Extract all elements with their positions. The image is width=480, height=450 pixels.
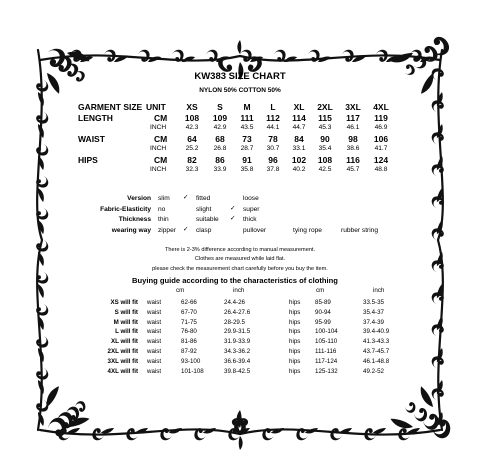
inch-value: 32.3 [185,166,199,173]
attribute-option: thick [243,216,257,223]
size-header: XL [293,102,305,112]
guide-size: 4XL will fit [107,368,138,375]
attribute-option: clasp [196,227,212,234]
guide-inch-2: 43.7-45.7 [363,348,390,355]
guide-cm: 76-80 [181,328,197,335]
guide-part: waist [147,358,162,365]
check-icon: ✓ [183,194,189,201]
guide-inch: 24.4-26 [224,299,245,306]
guide-part-2: hips [289,319,301,326]
attribute-option: rubber string [341,227,379,234]
guide-size: XS will fit [110,299,138,306]
cm-value: 114 [292,113,306,123]
guide-size: XL will fit [110,338,138,345]
guide-cm-2: 90-94 [315,309,331,316]
cm-value: 108 [184,113,200,123]
cm-value: 82 [187,155,197,165]
cm-value: 115 [318,113,332,123]
guide-size: 2XL will fit [107,348,138,355]
note-line: There is 2-3% difference according to manual measurement. [164,247,316,253]
guide-title: Buying guide according to the characteristics of clothing [132,276,338,285]
guide-part-2: hips [289,358,301,365]
guide-inch: 29.9-31.5 [224,328,251,335]
cm-value: 117 [346,113,360,123]
unit-header: UNIT [146,102,166,112]
guide-inch: 34.3-36.2 [224,348,251,355]
check-icon: ✓ [230,205,236,212]
guide-cm: 62-66 [181,299,197,306]
cm-value: 78 [268,134,278,144]
inch-value: 42.5 [318,166,332,173]
cm-value: 73 [242,134,252,144]
measure-label: LENGTH [78,113,113,123]
inch-value: 28.7 [240,145,254,152]
guide-inch: 36.6-39.4 [224,358,251,365]
size-header: 2XL [317,102,333,112]
guide-part-2: hips [289,299,301,306]
guide-part-2: hips [289,368,301,375]
guide-part-2: hips [289,309,301,316]
inch-value: 40.2 [292,166,306,173]
cm-value: 98 [348,134,358,144]
inch-unit: INCH [150,145,167,152]
inch-value: 41.7 [374,145,388,152]
guide-inch: 31.9-33.9 [224,338,251,345]
guide-part-2: hips [289,348,301,355]
inch-value: 46.1 [346,124,360,131]
cm-value: 68 [215,134,225,144]
guide-inch-header-2: inch [373,287,385,294]
cm-value: 124 [373,155,389,165]
inch-value: 25.2 [185,145,199,152]
guide-size: L will fit [115,328,138,335]
measure-label: HIPS [78,155,98,165]
size-header: M [243,102,251,112]
guide-part: waist [147,299,162,306]
guide-cm: 71-75 [181,319,197,326]
guide-inch-2: 35.4-37 [363,309,384,316]
cm-value: 96 [268,155,278,165]
chart-title: KW383 SIZE CHART [194,71,286,82]
attribute-label: wearing way [111,227,151,234]
attribute-option: pullover [243,227,267,234]
attribute-option: fitted [196,195,211,202]
guide-cm-2: 100-104 [315,328,338,335]
inch-value: 30.7 [266,145,280,152]
guide-inch: 26.4-27.6 [224,309,251,316]
guide-cm-header-2: cm [316,287,325,294]
guide-part-2: hips [289,338,301,345]
inch-unit: INCH [150,166,167,173]
size-header: L [270,102,276,112]
guide-cm-2: 105-110 [315,338,338,345]
guide-part: waist [147,328,162,335]
guide-part: waist [147,319,162,326]
cm-value: 108 [317,155,333,165]
attribute-option: zipper [158,227,176,234]
attribute-option: super [243,206,260,213]
guide-inch: 28-29.5 [224,319,245,326]
inch-value: 42.9 [213,124,227,131]
guide-inch: 39.8-42.5 [224,368,251,375]
attribute-option: tying rope [293,227,322,234]
inch-value: 48.8 [374,166,388,173]
guide-inch-header: inch [233,287,245,294]
guide-cm-2: 95-99 [315,319,331,326]
inch-value: 44.7 [292,124,306,131]
attribute-label: Fabric-Elasticity [100,206,151,213]
guide-cm-2: 111-116 [315,348,337,355]
attribute-option: slim [158,195,170,202]
cm-value: 116 [346,155,360,165]
attribute-label: Thickness [118,216,151,223]
cm-value: 119 [374,113,388,123]
guide-cm: 81-86 [181,338,197,345]
attribute-option: suitable [196,216,219,223]
inch-value: 35.4 [318,145,332,152]
cm-value: 106 [373,134,389,144]
guide-cm-2: 85-89 [315,299,331,306]
inch-value: 37.8 [266,166,280,173]
size-header: S [217,102,223,112]
cm-value: 91 [242,155,252,165]
guide-size: S will fit [114,309,138,316]
guide-part: waist [147,309,162,316]
cm-value: 86 [215,155,225,165]
note-line: Clothes are measured while laid flat. [194,256,286,262]
guide-cm: 101-108 [181,368,204,375]
guide-inch-2: 33.5-35 [363,299,384,306]
guide-cm-header: cm [176,287,185,294]
garment-size-header: GARMENT SIZE [78,102,143,112]
inch-value: 46.9 [374,124,388,131]
guide-inch-2: 37.4-39 [363,319,384,326]
inch-value: 45.7 [346,166,360,173]
attribute-option: no [158,206,166,213]
cm-value: 84 [294,134,304,144]
cm-unit: CM [154,155,168,165]
inch-value: 44.1 [266,124,280,131]
guide-inch-2: 39.4-40.9 [363,328,390,335]
inch-unit: INCH [150,124,167,131]
guide-part: waist [147,348,162,355]
cm-unit: CM [154,113,168,123]
measure-label: WAIST [78,134,105,144]
material-line: NYLON 50% COTTON 50% [199,87,281,94]
guide-size: 3XL will fit [107,358,138,365]
check-icon: ✓ [230,215,236,222]
note-line: please check the measurement chart carefully before you buy the item. [152,266,328,272]
guide-inch-2: 49.2-52 [363,368,384,375]
cm-unit: CM [154,134,168,144]
cm-value: 90 [320,134,330,144]
guide-inch-2: 41.3-43.3 [363,338,390,345]
cm-value: 109 [212,113,228,123]
attribute-option: loose [243,195,259,202]
inch-value: 33.9 [213,166,227,173]
cm-value: 102 [291,155,307,165]
guide-cm-2: 125-132 [315,368,338,375]
guide-cm: 67-70 [181,309,197,316]
guide-cm-2: 117-124 [315,358,338,365]
inch-value: 43.5 [240,124,254,131]
size-header: XS [186,102,198,112]
cm-value: 112 [266,113,280,123]
attribute-option: thin [158,216,169,223]
guide-part-2: hips [289,328,301,335]
attribute-option: slight [196,206,212,213]
inch-value: 35.8 [240,166,254,173]
guide-part: waist [147,368,162,375]
guide-cm: 87-92 [181,348,197,355]
guide-cm: 93-100 [181,358,201,365]
check-icon: ✓ [183,226,189,233]
guide-inch-2: 46.1-48.8 [363,358,390,365]
guide-part: waist [147,338,162,345]
cm-value: 64 [187,134,197,144]
guide-size: M will fit [113,319,138,326]
inch-value: 38.6 [346,145,360,152]
cm-value: 111 [240,113,254,123]
attribute-label: Version [127,195,151,202]
inch-value: 33.1 [292,145,306,152]
inch-value: 45.3 [318,124,332,131]
size-header: 4XL [373,102,389,112]
inch-value: 26.8 [213,145,227,152]
size-header: 3XL [345,102,361,112]
inch-value: 42.3 [185,124,199,131]
